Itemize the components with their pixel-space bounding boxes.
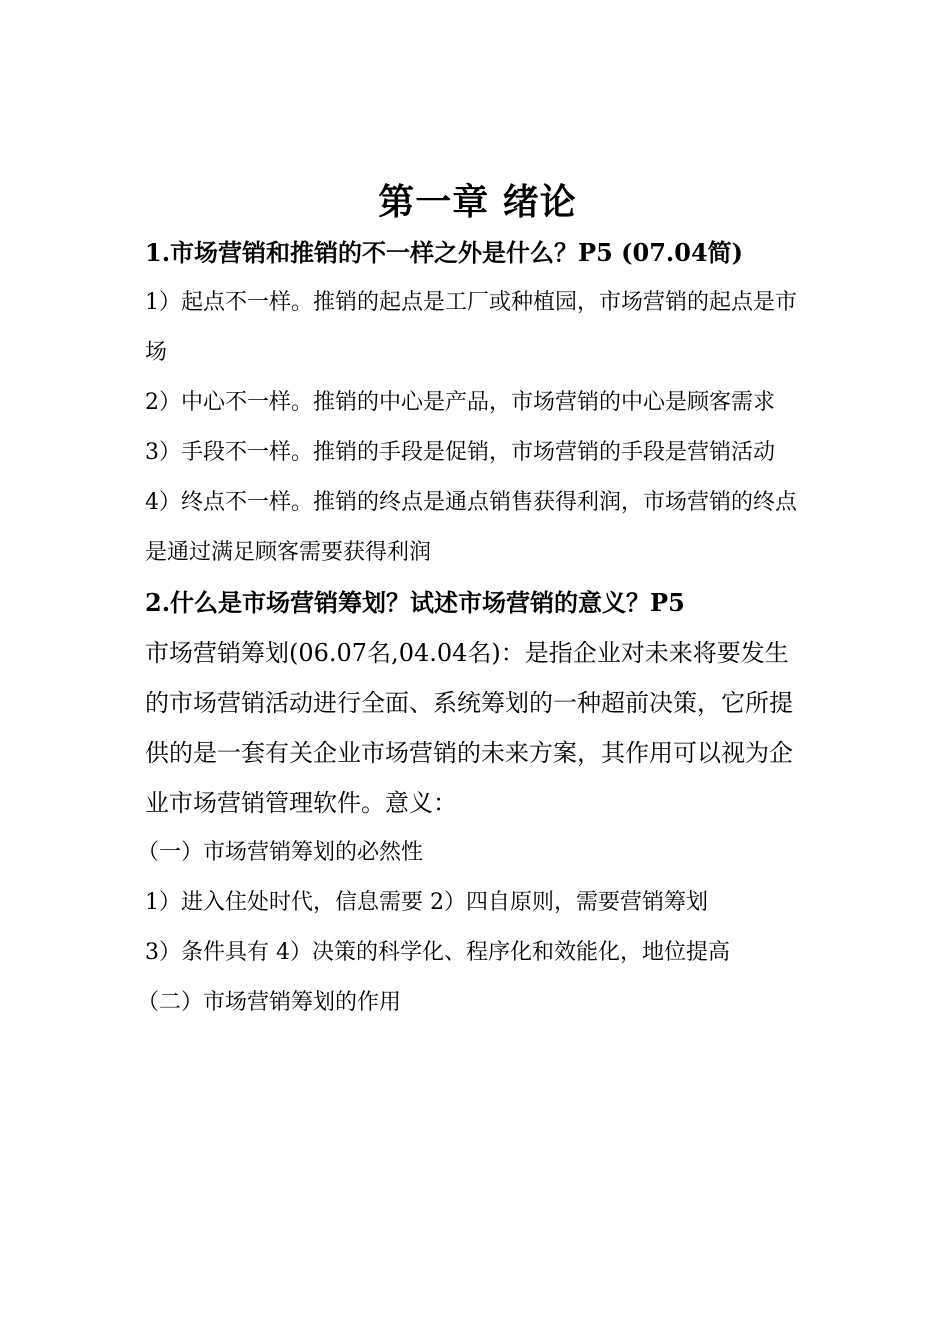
question-1-point-3: 3）手段不一样。推销的手段是促销，市场营销的手段是营销活动 xyxy=(145,440,775,465)
question-1-point-4: 4）终点不一样。推销的终点是通点销售获得利润，市场营销的终点是通过满足顾客需要获得利润 xyxy=(145,490,797,565)
section-2-title: （二）市场营销筹划的作用 xyxy=(137,990,402,1015)
question-2-definition: 市场营销筹划(06.07名,04.04名)：是指企业对未来将要发生的市场营销活动进行全面、系统筹划的一种超前决策，它所提供的是一套有关企业市场营销的未来方案，其作用可以视为企业市场营销管理软件。意义： xyxy=(145,639,793,817)
page-content xyxy=(137,176,810,1028)
question-1-point-2: 2）中心不一样。推销的中心是产品，市场营销的中心是顾客需求 xyxy=(145,390,775,415)
question-2-heading: 2.什么是市场营销筹划？试述市场营销的意义？P5 xyxy=(145,588,685,617)
section-1-title: （一）市场营销筹划的必然性 xyxy=(137,840,424,865)
question-1-heading: 1.市场营销和推销的不一样之外是什么？P5 (07.04简) xyxy=(145,238,744,267)
section-1-item-2: 3）条件具有 4）决策的科学化、程序化和效能化，地位提高 xyxy=(145,940,730,965)
chapter-title: 第一章 绪论 xyxy=(378,181,577,223)
question-1-point-1: 1）起点不一样。推销的起点是工厂或种植园，市场营销的起点是市场 xyxy=(145,290,797,365)
section-1-item-1: 1）进入住处时代，信息需要 2）四自原则，需要营销筹划 xyxy=(145,890,708,915)
